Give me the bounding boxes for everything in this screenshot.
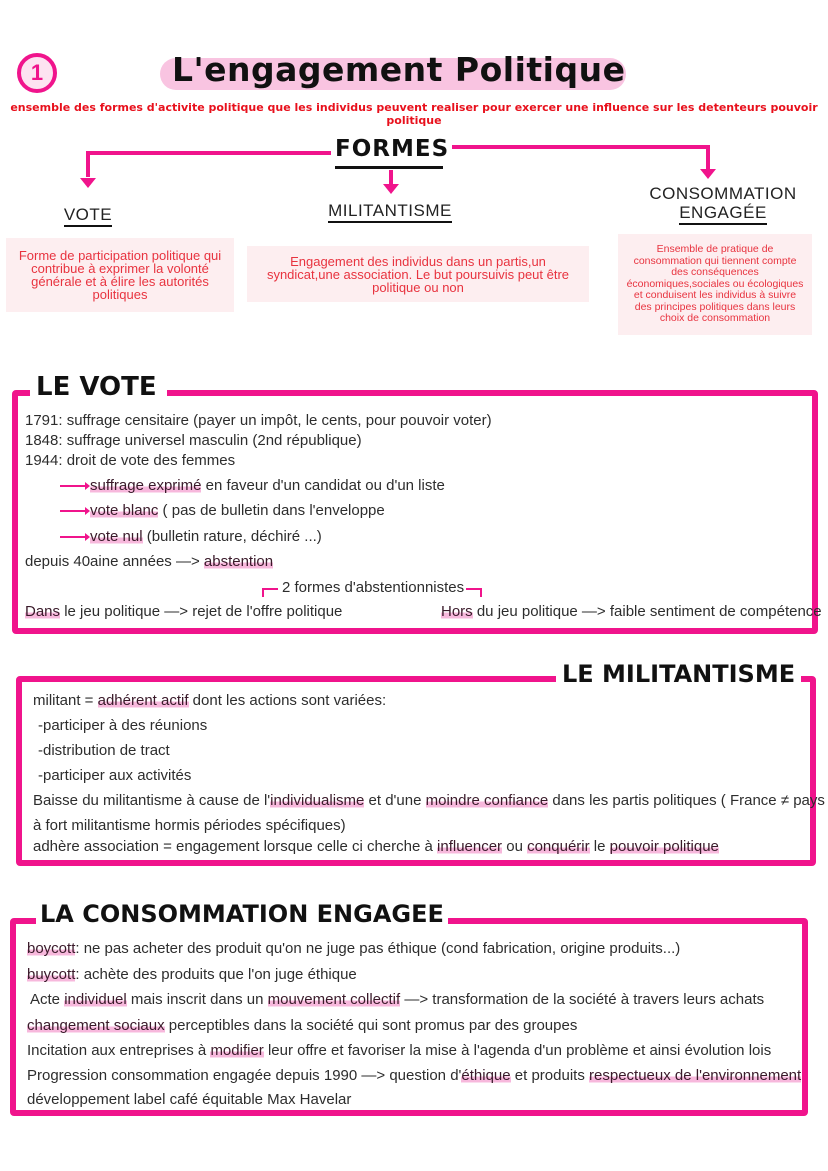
section-title-vote: LE VOTE (30, 372, 167, 402)
highlight: individualisme (270, 792, 365, 809)
formes-heading: FORMES (335, 136, 450, 162)
text: dans les partis politiques ( France ≠ pays (548, 792, 825, 809)
vote-arrow-item (60, 528, 322, 545)
text: du jeu politique —> faible sentiment de compétence (472, 603, 822, 620)
highlight: Dans (25, 603, 61, 620)
highlight: moindre confiance (425, 792, 549, 809)
branch-label-vote (48, 205, 128, 225)
text: le jeu politique —> rejet de l'offre politique (60, 603, 343, 620)
vote-line-1944: 1944: droit de vote des femmes (25, 452, 236, 469)
arrow-down-icon (383, 184, 399, 194)
formes-underline (335, 166, 443, 169)
text: —> transformation de la société à travers leurs achats (400, 991, 765, 1008)
connector-right-vertical (706, 145, 710, 169)
text: et produits (510, 1067, 590, 1084)
militant-item: -participer aux activités (38, 767, 192, 784)
consommation-changement (27, 1017, 577, 1034)
abstention-forms-label: 2 formes d'abstentionnistes (282, 579, 465, 596)
highlight: changement sociaux (27, 1017, 165, 1034)
bracket-right-drop (480, 588, 482, 597)
connector-right-horizontal (452, 145, 710, 149)
text: (bulletin rature, déchiré ...) (142, 528, 322, 545)
definition-box-vote (6, 238, 234, 312)
highlight: vote blanc (90, 502, 159, 519)
consommation-boycott (27, 940, 680, 957)
abstention-hors (441, 603, 822, 620)
definition-box-militantisme (247, 246, 589, 302)
arrow-down-icon (80, 178, 96, 188)
highlight: suffrage exprimé (90, 477, 202, 494)
bracket-left-drop (262, 588, 264, 597)
text: depuis 40aine années —> (25, 553, 204, 570)
branch-label-text: MILITANTISME (328, 201, 452, 223)
text: perceptibles dans la société qui sont promus par des groupes (164, 1017, 578, 1034)
consommation-developpement: développement label café équitable Max Havelar (27, 1091, 352, 1108)
highlight: respectueux de l'environnement (589, 1067, 802, 1084)
highlight: individuel (64, 991, 127, 1008)
highlight: Hors (441, 603, 473, 620)
connector-left-vertical (86, 151, 90, 177)
definition-box-consommation (618, 234, 812, 335)
text: Incitation aux entreprises à (27, 1042, 211, 1059)
branch-label-line1: CONSOMMATION (649, 184, 797, 203)
text: Acte (30, 991, 65, 1008)
branch-label-consommation (648, 184, 798, 222)
highlight: conquérir (527, 838, 590, 855)
vote-line-1791: 1791: suffrage censitaire (payer un impôt, le cents, pour pouvoir voter) (25, 412, 492, 429)
militant-definition (33, 692, 386, 709)
highlight: pouvoir politique (609, 838, 719, 855)
militant-item: -participer à des réunions (38, 717, 208, 734)
abstention-dans (25, 603, 342, 620)
connector-center-vertical (389, 170, 393, 184)
highlight: abstention (203, 553, 274, 570)
vote-abstention (25, 553, 273, 570)
highlight: buycott (27, 966, 76, 983)
militant-baisse (33, 792, 825, 809)
consommation-buycott (27, 966, 357, 983)
arrow-right-icon (60, 485, 88, 487)
highlight: éthique (461, 1067, 511, 1084)
definition-text: Engagement des individus dans un partis,un syndicat,une association. Le but poursuivis peut être politique ou non (266, 253, 570, 295)
title-block (160, 52, 630, 94)
definition-text: Ensemble de pratique de consommation qui tiennent compte des conséquences économiques,sociales ou écologiques et conduisent les individus à suivre des principes politiques dans leurs choix de consommation (626, 243, 804, 325)
title-definition: ensemble des formes d'activite politique que les individus peuvent realiser pour exercer une influence sur les detenteurs pouvoir politique (10, 101, 818, 127)
militant-item: -distribution de tract (38, 742, 170, 759)
vote-arrow-item (60, 502, 385, 519)
militant-baisse-cont: à fort militantisme hormis périodes spécifiques) (33, 817, 346, 834)
text: ( pas de bulletin dans l'enveloppe (158, 502, 385, 519)
text: adhère association = engagement lorsque celle ci cherche à (33, 838, 438, 855)
definition-text: Forme de participation politique qui contribue à exprimer la volonté générale et à élire les autorités politiques (18, 248, 222, 302)
text: leur offre et favoriser la mise à l'agenda d'un problème et ainsi évolution lois (263, 1042, 772, 1059)
page-title: L'engagement Politique (172, 50, 626, 89)
arrow-down-icon (700, 169, 716, 179)
text: mais inscrit dans un (126, 991, 268, 1008)
branch-label-line2: ENGAGÉE (679, 203, 767, 225)
section-title-militantisme: LE MILITANTISME (556, 660, 801, 688)
militant-association (33, 838, 719, 855)
arrow-right-icon (60, 510, 88, 512)
branch-label-text: VOTE (64, 205, 112, 227)
consommation-progression (27, 1067, 801, 1084)
text: : ne pas acheter des produit qu'on ne juge pas éthique (cond fabrication, origine produits...) (75, 940, 681, 957)
connector-left-horizontal (86, 151, 331, 155)
highlight: influencer (437, 838, 503, 855)
highlight: vote nul (90, 528, 143, 545)
text: ou (502, 838, 528, 855)
branch-label-militantisme (320, 201, 460, 221)
highlight: adhérent actif (97, 692, 189, 709)
highlight: boycott (27, 940, 76, 957)
highlight: mouvement collectif (267, 991, 401, 1008)
chapter-number-badge: 1 (17, 53, 57, 93)
vote-line-1848: 1848: suffrage universel masculin (2nd république) (25, 432, 362, 449)
consommation-incitation (27, 1042, 771, 1059)
highlight: modifier (210, 1042, 264, 1059)
text: en faveur d'un candidat ou d'un liste (201, 477, 445, 494)
arrow-right-icon (60, 536, 88, 538)
text: : achète des produits que l'on juge éthique (75, 966, 357, 983)
consommation-acte (30, 991, 764, 1008)
bracket-left (262, 588, 278, 590)
text: Baisse du militantisme à cause de l' (33, 792, 271, 809)
text: le (589, 838, 610, 855)
text: militant = (33, 692, 98, 709)
text: Progression consommation engagée depuis 1990 —> question d' (27, 1067, 462, 1084)
text: et d'une (364, 792, 426, 809)
section-title-consommation: LA CONSOMMATION ENGAGEE (36, 900, 448, 928)
text: dont les actions sont variées: (188, 692, 387, 709)
vote-arrow-item (60, 477, 445, 494)
